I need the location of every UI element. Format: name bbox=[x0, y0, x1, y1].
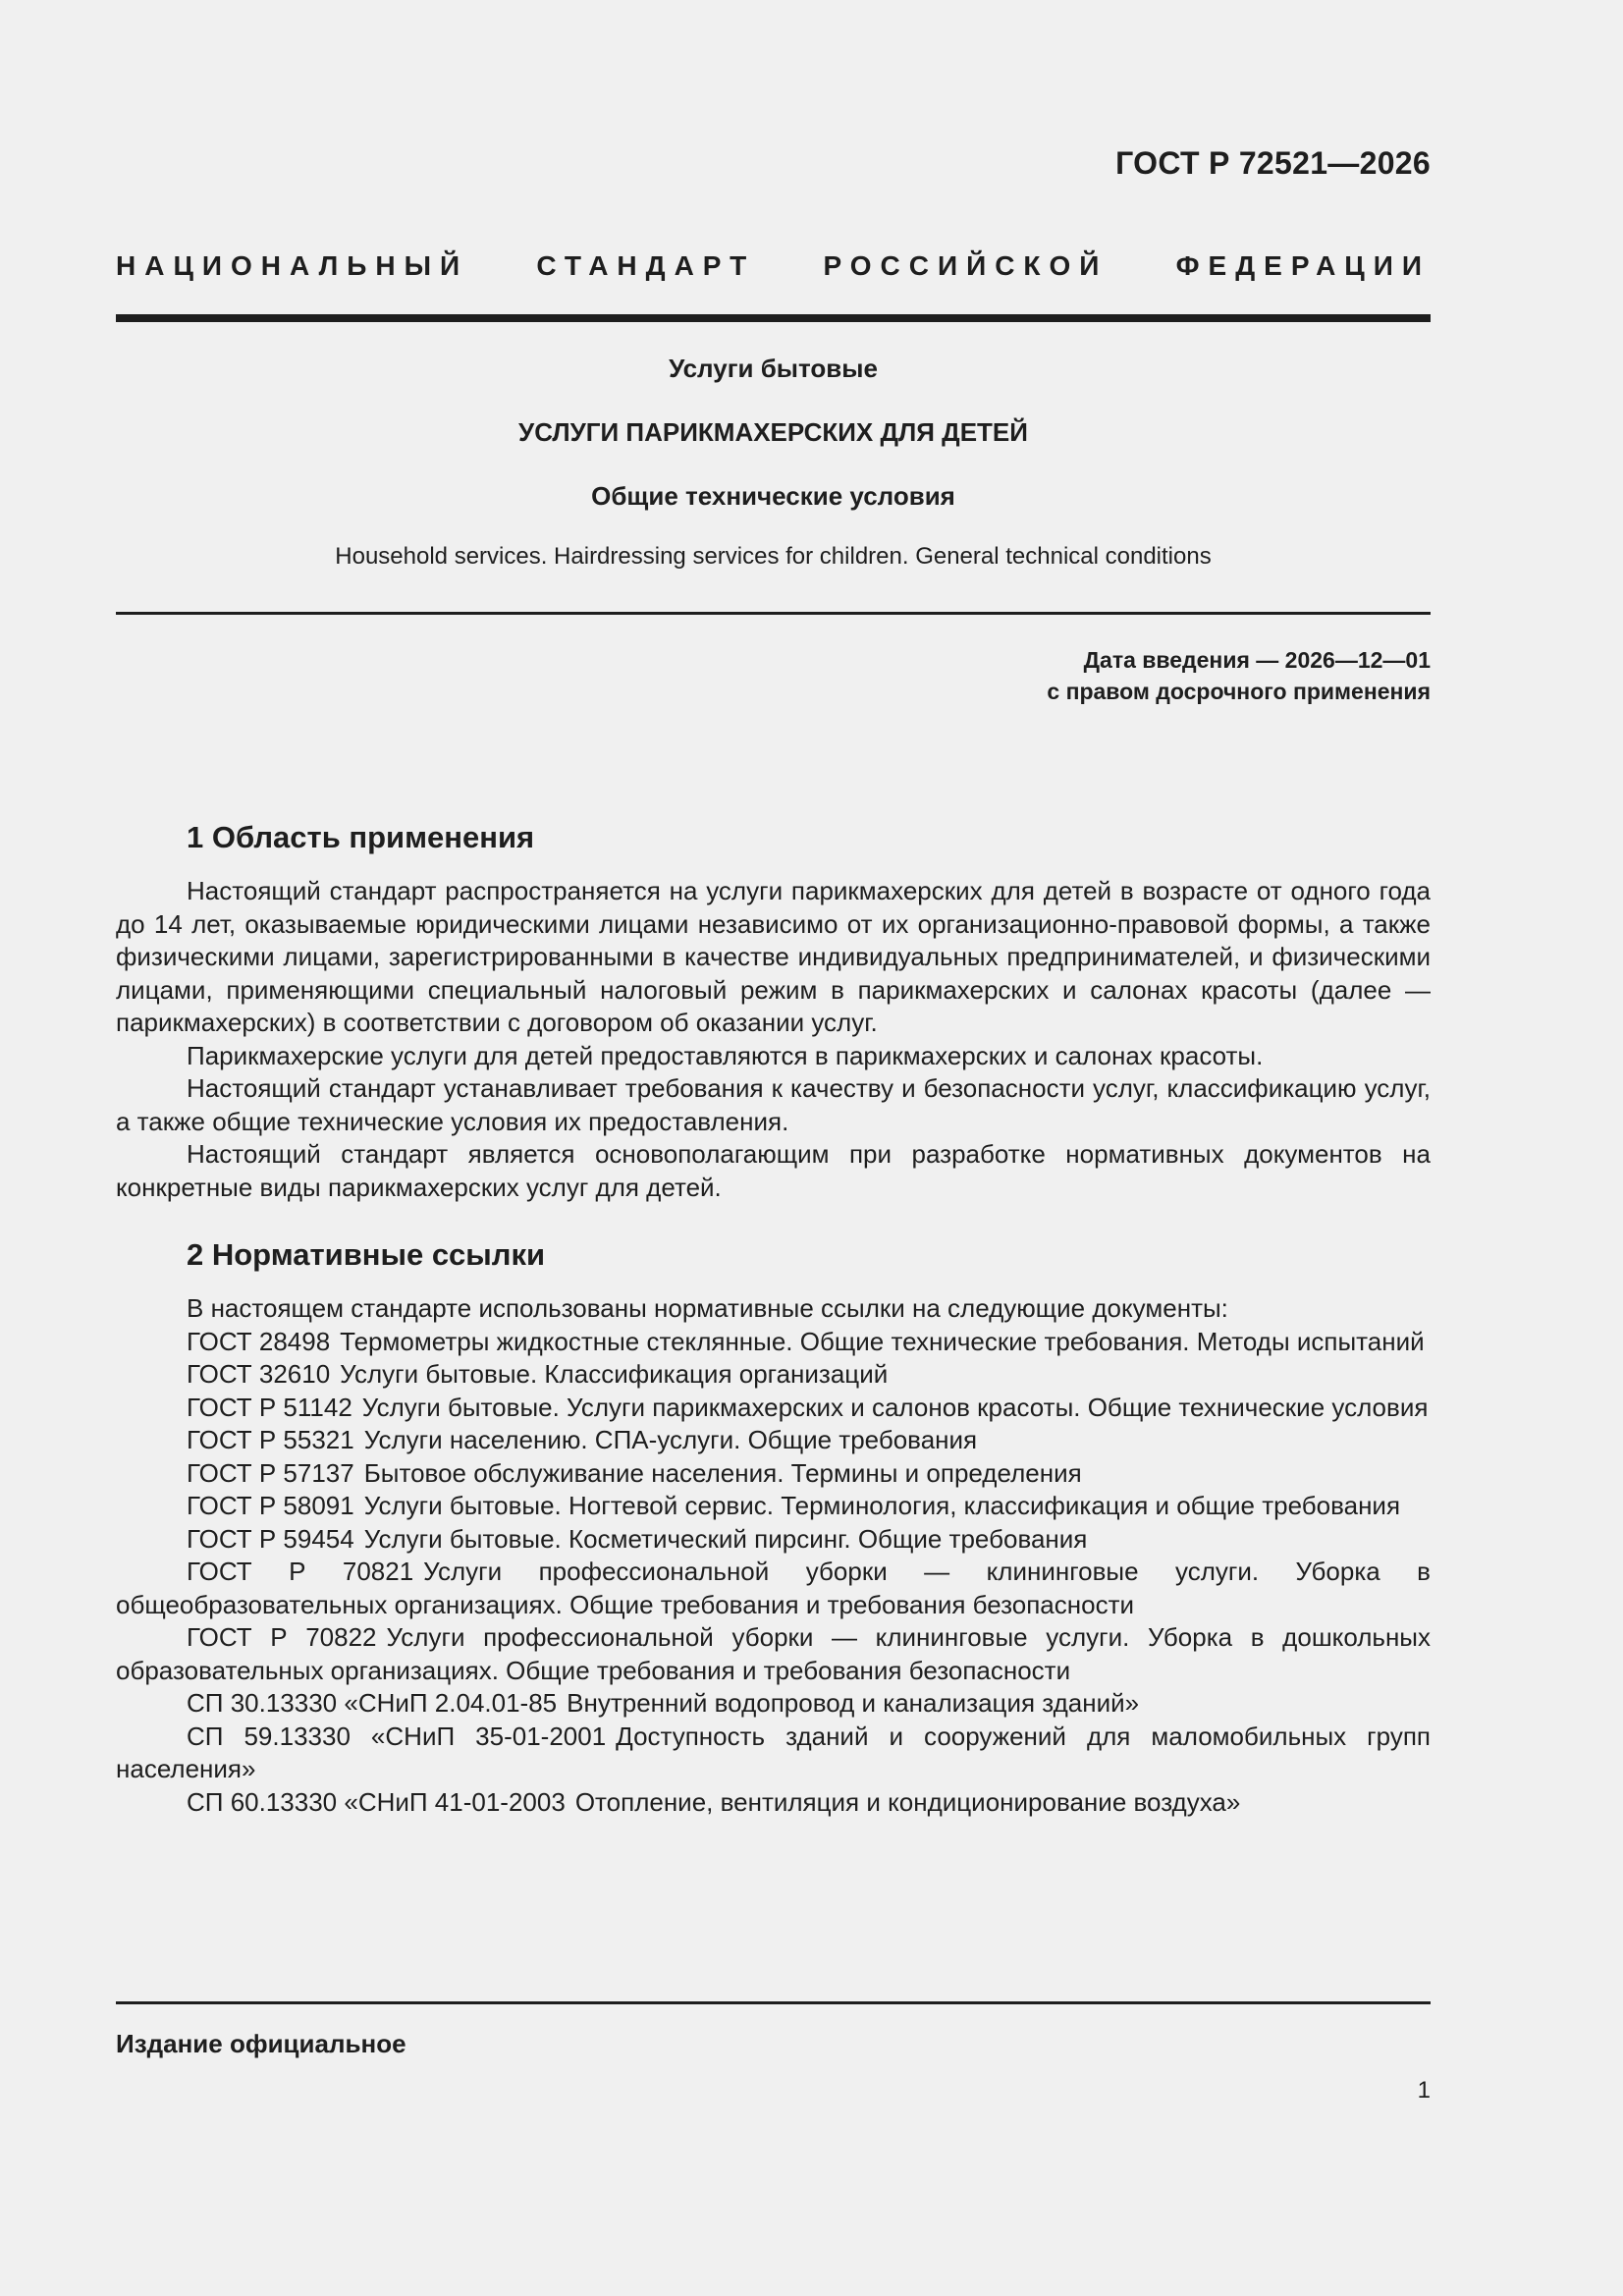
reference-item bbox=[116, 1523, 1431, 1557]
reference-code: ГОСТ Р 70821 bbox=[187, 1557, 414, 1586]
reference-item bbox=[116, 1721, 1431, 1786]
reference-item bbox=[116, 1424, 1431, 1457]
reference-item bbox=[116, 1457, 1431, 1491]
introduction-date: Дата введения — 2026—12—01 bbox=[1083, 647, 1431, 673]
section-2-heading: 2 Нормативные ссылки bbox=[187, 1237, 546, 1272]
title-divider bbox=[116, 612, 1431, 615]
reference-title: Услуги бытовые. Косметический пирсинг. Общие требования bbox=[363, 1523, 1088, 1554]
page-number: 1 bbox=[1417, 2077, 1431, 2104]
reference-item bbox=[116, 1556, 1431, 1621]
normative-references-list bbox=[116, 1326, 1431, 1820]
title-category: Услуги бытовые bbox=[669, 354, 878, 383]
early-application-note: с правом досрочного применения bbox=[1047, 679, 1431, 704]
section-2-intro: В настоящем стандарте использованы нормативные ссылки на следующие документы: bbox=[187, 1293, 1228, 1323]
header-divider bbox=[116, 314, 1431, 322]
introduction-date-block bbox=[1047, 644, 1431, 707]
reference-code: СП 60.13330 «СНиП 41-01-2003 bbox=[187, 1786, 566, 1817]
reference-title: Услуги профессиональной уборки — клининговые услуги. Уборка в общеобразовательных организациях. Общие требования и требования безопасности bbox=[116, 1557, 1431, 1619]
reference-title: Отопление, вентиляция и кондиционирование воздуха» bbox=[574, 1786, 1241, 1817]
title-english: Household services. Hairdressing services for children. General technical conditions bbox=[335, 543, 1212, 570]
reference-title: Услуги бытовые. Классификация организаций bbox=[340, 1359, 889, 1389]
section-1-paragraph: Настоящий стандарт является основополагающим при разработке нормативных документов на конкретные виды парикмахерских услуг для детей. bbox=[116, 1139, 1431, 1202]
title-main: УСЛУГИ ПАРИКМАХЕРСКИХ ДЛЯ ДЕТЕЙ bbox=[518, 417, 1028, 447]
national-standard-banner: НАЦИОНАЛЬНЫЙ СТАНДАРТ РОССИЙСКОЙ ФЕДЕРАЦИИ bbox=[116, 250, 1431, 281]
reference-code: ГОСТ Р 57137 bbox=[187, 1457, 354, 1488]
reference-code: ГОСТ Р 59454 bbox=[187, 1523, 354, 1554]
reference-code: ГОСТ Р 55321 bbox=[187, 1425, 354, 1454]
document-body bbox=[116, 820, 1431, 1819]
reference-title: Услуги профессиональной уборки — клининговые услуги. Уборка в дошкольных образовательных организациях. Общие требования и требования безопасности bbox=[116, 1622, 1431, 1685]
reference-code: ГОСТ Р 70822 bbox=[187, 1622, 377, 1652]
reference-title: Термометры жидкостные стеклянные. Общие технические требования. Методы испытаний bbox=[340, 1326, 1425, 1356]
reference-title: Услуги бытовые. Ногтевой сервис. Терминология, классификация и общие требования bbox=[363, 1491, 1401, 1520]
section-1-paragraph: Настоящий стандарт распространяется на услуги парикмахерских для детей в возрасте от одного года до 14 лет, оказываемые юридическими лицами независимо от их организационно-правовой формы, а также физическими лицами, зарегистрированными в качестве индивидуальных предпринимателей, и физическими лицами, применяющими специальный налоговый режим в парикмахерских и салонах красоты (далее — парикмахерских) в соответствии с договором об оказании услуг. bbox=[116, 876, 1431, 1037]
reference-item bbox=[116, 1621, 1431, 1687]
reference-code: СП 59.13330 «СНиП 35-01-2001 bbox=[187, 1721, 607, 1751]
reference-item bbox=[116, 1786, 1431, 1820]
reference-item bbox=[116, 1326, 1431, 1359]
reference-title: Бытовое обслуживание населения. Термины и определения bbox=[363, 1457, 1082, 1488]
reference-item bbox=[116, 1358, 1431, 1392]
reference-code: ГОСТ 28498 bbox=[187, 1326, 331, 1356]
reference-title: Услуги населению. СПА-услуги. Общие требования bbox=[363, 1425, 978, 1454]
reference-title: Доступность зданий и сооружений для маломобильных групп населения» bbox=[116, 1721, 1431, 1783]
reference-item bbox=[116, 1687, 1431, 1721]
section-1-paragraph: Настоящий стандарт устанавливает требования к качеству и безопасности услуг, классификацию услуг, а также общие технические условия их предоставления. bbox=[116, 1073, 1431, 1136]
footer-divider bbox=[116, 2001, 1431, 2004]
reference-item bbox=[116, 1490, 1431, 1523]
official-edition-label: Издание официальное bbox=[116, 2029, 406, 2058]
reference-item bbox=[116, 1392, 1431, 1425]
section-1-paragraph: Парикмахерские услуги для детей предоставляются в парикмахерских и салонах красоты. bbox=[187, 1040, 1264, 1070]
section-1-heading: 1 Область применения bbox=[187, 820, 535, 854]
reference-code: ГОСТ Р 58091 bbox=[187, 1491, 354, 1520]
reference-title: Внутренний водопровод и канализация зданий» bbox=[567, 1688, 1140, 1718]
reference-title: Услуги бытовые. Услуги парикмахерских и салонов красоты. Общие технические условия bbox=[361, 1392, 1429, 1422]
reference-code: СП 30.13330 «СНиП 2.04.01-85 bbox=[187, 1688, 558, 1718]
title-subtitle: Общие технические условия bbox=[591, 481, 955, 511]
reference-code: ГОСТ 32610 bbox=[187, 1359, 331, 1389]
reference-code: ГОСТ Р 51142 bbox=[187, 1392, 352, 1422]
gost-number: ГОСТ Р 72521—2026 bbox=[1115, 145, 1431, 181]
